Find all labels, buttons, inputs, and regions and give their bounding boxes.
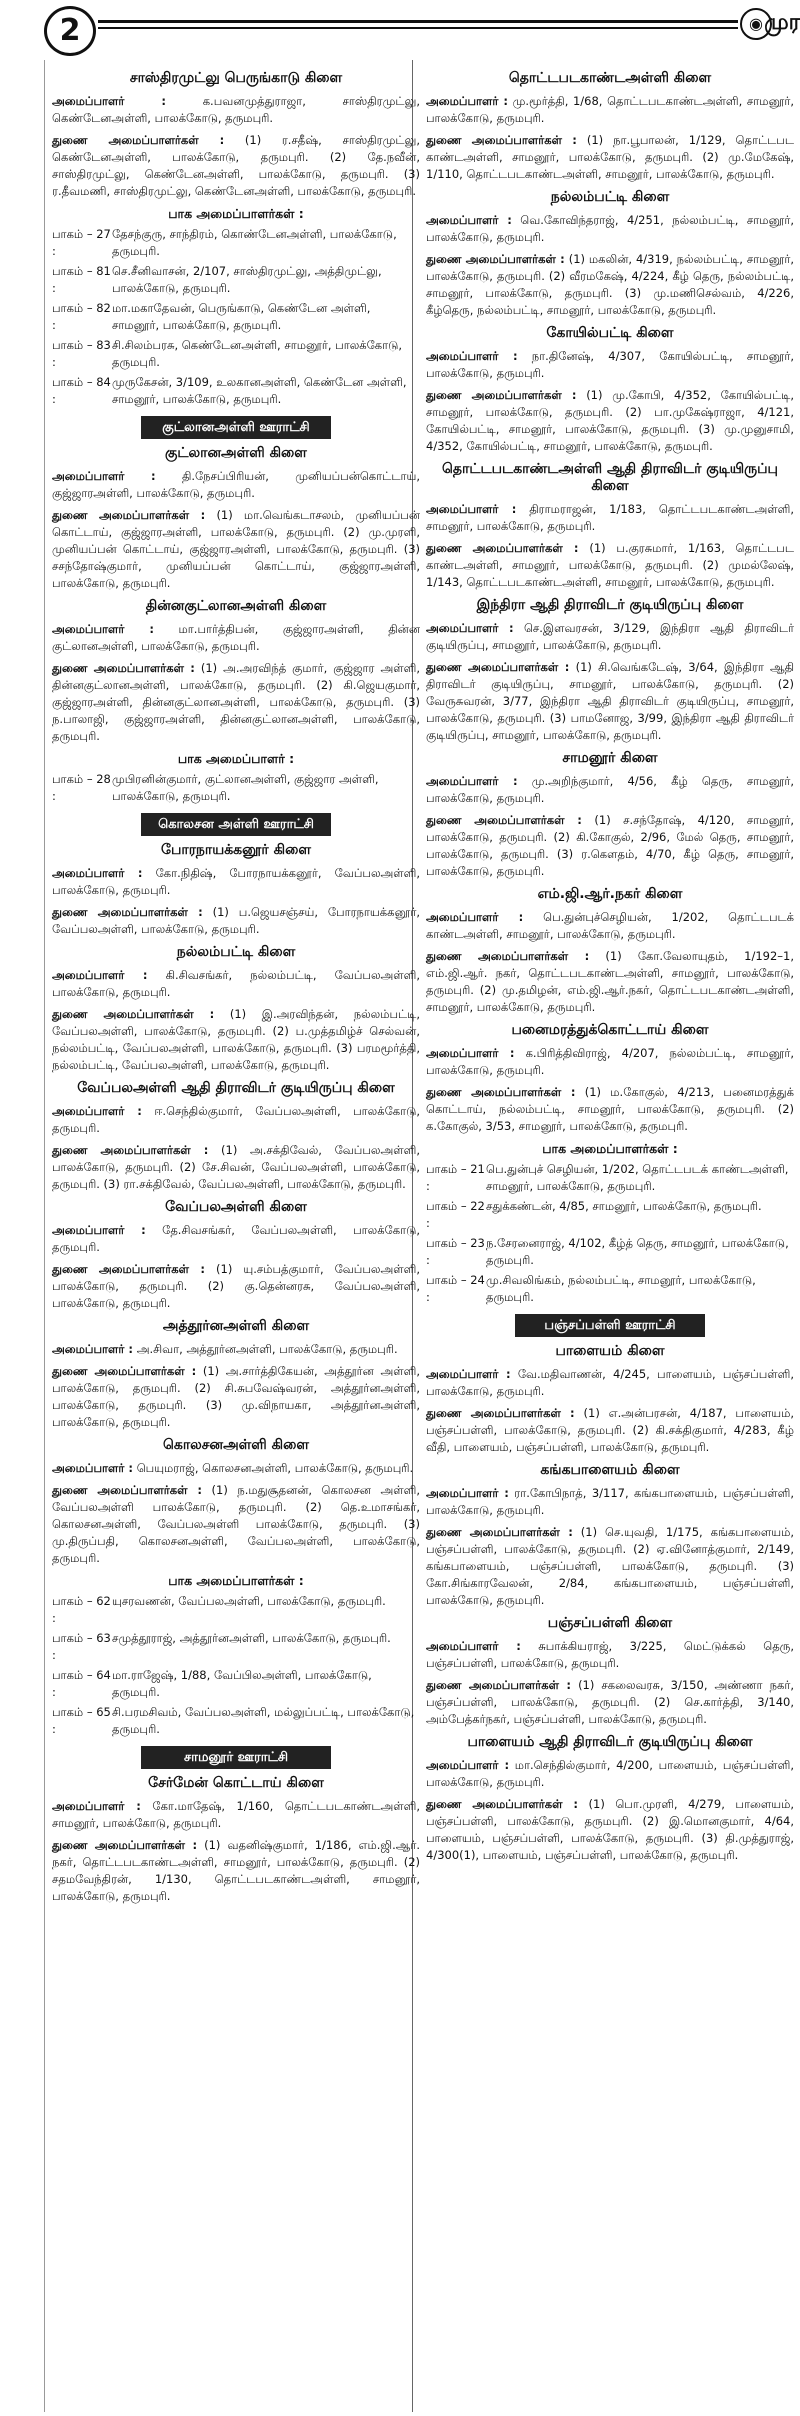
- booth-entry: [52, 771, 420, 805]
- role-label: துணை அமைப்பாளர்கள் :: [52, 661, 195, 675]
- office-bearer-entry: [52, 660, 420, 745]
- entry-text: க.பவனமுத்துராஜா, சாஸ்திரமுட்லு, கெண்டேனஅள்ளி, பாலக்கோடு, தருமபுரி.: [52, 94, 421, 125]
- booth-number: பாகம் – 28 :: [52, 772, 111, 803]
- entry-text: (1) அ.சக்திவேல், வேப்பலஅள்ளி, பாலக்கோடு, தருமபுரி. (2) சே.சிவன், வேப்பலஅள்ளி, பாலக்கோடு, தருமபுரி. (3) ரா.சக்திவேல், வேப்பலஅள்ளி, பாலக்கோடு, தருமபுரி.: [52, 1143, 420, 1191]
- branch-heading: வேப்பலஅள்ளி ஆதி திராவிடர் குடியிருப்பு கிளை: [77, 1080, 395, 1096]
- booth-entry: [52, 263, 420, 297]
- booth-person: முபிரனின்குமார், குட்லானஅள்ளி, குஜ்ஜார அள்ளி, பாலக்கோடு, தருமபுரி.: [112, 772, 379, 803]
- office-bearer-entry: [426, 1084, 794, 1135]
- panchayat-banner: குட்லானஅள்ளி ஊராட்சி: [141, 416, 331, 439]
- office-bearer-entry: [426, 387, 794, 455]
- booth-person: சி.பரமசிவம், வேப்பலஅள்ளி, மல்லுப்பட்டி, பாலக்கோடு, தருமபுரி.: [112, 1705, 415, 1736]
- office-bearer-entry: [52, 1142, 420, 1193]
- branch-heading: போரநாயக்கனூர் கிளை: [161, 842, 311, 858]
- role-label: அமைப்பாளர் :: [426, 349, 518, 363]
- entry-text: (1) செ.யுவதி, 1/175, கங்கபாளையம், பஞ்சப்பள்ளி, பாலக்கோடு, தருமபுரி. (2) ஏ.வினோத்குமார், 2/149, கங்கபாளையம், பஞ்சப்பள்ளி, பாலக்கோடு, தருமபுரி. (3) கோ.சிங்காரவேலன், 2/84, கங்கபாளையம், பஞ்சப்பள்ளி, பாலக்கோடு, தருமபுரி.: [426, 1525, 794, 1607]
- entry-text: நா.தினேஷ், 4/307, கோயில்பட்டி, சாமனூர், பாலக்கோடு, தருமபுரி.: [426, 349, 795, 380]
- branch-heading: பாளையம் கிளை: [555, 1343, 665, 1359]
- section-subheading: பாக அமைப்பாளர்கள் :: [168, 1573, 304, 1588]
- booth-person: மா.மகாதேவன், பெருங்காடு, கெண்டேன அள்ளி, சாமனூர், பாலக்கோடு, தருமபுரி.: [112, 301, 371, 332]
- office-bearer-entry: [426, 1638, 794, 1672]
- branch-heading: சாமனூர் கிளை: [562, 750, 658, 766]
- office-bearer-entry: [52, 1341, 420, 1358]
- office-bearer-entry: [52, 1222, 420, 1256]
- entry-text: சுபாக்கியராஜ், 3/225, மெட்டுக்கல் தெரு, பஞ்சப்பள்ளி, பாலக்கோடு, தருமபுரி.: [426, 1639, 794, 1670]
- booth-entry: [52, 1593, 420, 1627]
- role-label: துணை அமைப்பாளர்கள் :: [52, 905, 203, 919]
- section-subheading: பாக அமைப்பாளர் :: [177, 751, 295, 766]
- role-label: துணை அமைப்பாளர்கள் :: [52, 1838, 198, 1852]
- entry-text: (1) எ.அன்பரசன், 4/187, பாளையம், பஞ்சப்பள்ளி, பாலக்கோடு, தருமபுரி. (2) கி.சக்திகுமார், 4/283, கீழ் வீதி, பாளையம், பஞ்சப்பள்ளி, பாலக்கோடு, தருமபுரி.: [426, 1406, 794, 1454]
- role-label: துணை அமைப்பாளர்கள் :: [52, 133, 225, 147]
- booth-number: பாகம் – 64 :: [52, 1668, 111, 1699]
- booth-entry: [426, 1198, 794, 1232]
- branch-heading: எம்.ஜி.ஆர்.நகர் கிளை: [537, 886, 683, 902]
- booth-entry: [52, 1630, 420, 1664]
- entry-text: (1) மகலின், 4/319, நல்லம்பட்டி, சாமனூர், பாலக்கோடு, தருமபுரி. (2) வீரமகேஷ், 4/224, கீழ் தெரு, நல்லம்பட்டி, சாமனூர், பாலக்கோடு, தருமபுரி. (3) மு.மணிசெல்வம், 4/226, கீழ்தெரு, நல்லம்பட்டி, சாமனூர், பாலக்கோடு, தருமபுரி.: [426, 252, 794, 317]
- booth-entry: [52, 1667, 420, 1701]
- office-bearer-entry: [426, 1045, 794, 1079]
- booth-person: செ.சீனிவாசன், 2/107, சாஸ்திரமுட்லு, அத்திமுட்லு, பாலக்கோடு, தருமபுரி.: [112, 264, 382, 295]
- booth-entry: [52, 374, 420, 408]
- role-label: அமைப்பாளர் :: [426, 1758, 510, 1772]
- left-column: [52, 64, 420, 1910]
- entry-text: மு.மூர்த்தி, 1/68, தொட்டபடகாண்டஅள்ளி, சாமனூர், பாலக்கோடு, தருமபுரி.: [426, 94, 794, 125]
- role-label: துணை அமைப்பாளர்கள் :: [426, 813, 582, 827]
- branch-heading: சாஸ்திரமுட்லு பெருங்காடு கிளை: [129, 70, 343, 86]
- entry-text: செ.இளவரசன், 3/129, இந்திரா ஆதி திராவிடர் குடியிருப்பு, சாமனூர், பாலக்கோடு, தருமபுரி.: [426, 621, 795, 652]
- entry-text: க.பிரித்திவிராஜ், 4/207, நல்லம்பட்டி, சாமனூர், பாலக்கோடு, தருமபுரி.: [426, 1046, 794, 1077]
- role-label: அமைப்பாளர் :: [52, 1104, 142, 1118]
- branch-heading: சேர்மேன் கொட்டாய் கிளை: [148, 1775, 324, 1791]
- office-bearer-entry: [52, 1006, 420, 1074]
- booth-person: ந.சேரனைராஜ், 4/102, கீழ்த் தெரு, சாமனூர், பாலக்கோடு, தருமபுரி.: [486, 1236, 789, 1267]
- office-bearer-entry: [426, 812, 794, 880]
- booth-number: பாகம் – 24 :: [426, 1273, 485, 1304]
- booth-number: பாகம் – 62 :: [52, 1594, 111, 1625]
- office-bearer-entry: [426, 1677, 794, 1728]
- branch-heading: தின்னகுட்லானஅள்ளி கிளை: [145, 598, 327, 614]
- role-label: அமைப்பாளர் :: [52, 1799, 141, 1813]
- panchayat-banner: பஞ்சப்பள்ளி ஊராட்சி: [515, 1314, 705, 1337]
- entry-text: வெ.கோவிந்தராஜ், 4/251, நல்லம்பட்டி, சாமனூர், பாலக்கோடு, தருமபுரி.: [426, 213, 795, 244]
- role-label: துணை அமைப்பாளர்கள் :: [426, 1525, 573, 1539]
- booth-person: மா.ராஜேஷ், 1/88, வேப்பிலஅள்ளி, பாலக்கோடு, தருமபுரி.: [112, 1668, 372, 1699]
- role-label: அமைப்பாளர் :: [426, 1367, 511, 1381]
- booth-number: பாகம் – 63 :: [52, 1631, 111, 1662]
- role-label: அமைப்பாளர் :: [52, 968, 148, 982]
- branch-heading: தொட்டபடகாண்டஅள்ளி கிளை: [508, 70, 712, 86]
- entry-text: (1) பொ.முரளி, 4/279, பாளையம், பஞ்சப்பள்ளி, பாலக்கோடு, தருமபுரி. (2) இ.மொனகுமார், 4/64, பாளையம், பஞ்சப்பள்ளி, பாலக்கோடு, தருமபுரி. (3) தி.முத்துராஜ், 4/300(1), பாளையம், பஞ்சப்பள்ளி, பாலக்கோடு, தருமபுரி.: [426, 1797, 795, 1862]
- section-subheading: பாக அமைப்பாளர்கள் :: [542, 1141, 678, 1156]
- office-bearer-entry: [52, 1103, 420, 1137]
- entry-text: (1) ப.ஜெயசஞ்சய், போரநாயக்கனூர், வேப்பலஅள்ளி, பாலக்கோடு, தருமபுரி.: [52, 905, 420, 936]
- booth-number: பாகம் – 27 :: [52, 227, 111, 258]
- office-bearer-entry: [426, 1524, 794, 1609]
- office-bearer-entry: [426, 773, 794, 807]
- booth-number: பாகம் – 83 :: [52, 338, 111, 369]
- entry-text: பெ.துன்புச்செழியன், 1/202, தொட்டபடக் காண்டஅள்ளி, சாமனூர், பாலக்கோடு, தருமபுரி.: [426, 910, 795, 941]
- office-bearer-entry: [52, 865, 420, 899]
- role-label: துணை அமைப்பாளர்கள் :: [52, 1143, 209, 1157]
- branch-heading: வேப்பலஅள்ளி கிளை: [165, 1199, 307, 1215]
- office-bearer-entry: [52, 1460, 420, 1477]
- entry-text: (1) ர.சதீஷ், சாஸ்திரமுட்லு, கெண்டேனஅள்ளி, பாலக்கோடு, தருமபுரி. (2) தே.நவீன், சாஸ்திரமுட்லு, கெண்டேனஅள்ளி, பாலக்கோடு, தருமபுரி. (3) ர.தீவமணி, சாஸ்திரமுட்லு, கெண்டேனஅள்ளி, பாலக்கோடு, தருமபுரி.: [52, 133, 420, 198]
- role-label: துணை அமைப்பாளர்கள் :: [52, 1262, 205, 1276]
- branch-heading: பாளையம் ஆதி திராவிடர் குடியிருப்பு கிளை: [467, 1734, 753, 1750]
- entry-text: ஈ.செந்தில்குமார், வேப்பலஅள்ளி, பாலக்கோடு, தருமபுரி.: [52, 1104, 421, 1135]
- office-bearer-entry: [426, 132, 794, 183]
- role-label: அமைப்பாளர் :: [426, 94, 508, 108]
- role-label: துணை அமைப்பாளர்கள் :: [426, 1406, 575, 1420]
- role-label: அமைப்பாளர் :: [52, 1223, 146, 1237]
- role-label: அமைப்பாளர் :: [52, 469, 156, 483]
- entry-text: (1) வதனிஷ்குமார், 1/186, எம்.ஜி.ஆர். நகர், தொட்டபடகாண்டஅள்ளி, சாமனூர், பாலக்கோடு, தருமபுரி. (2) சதமவேந்திரன், 1/130, தொட்டபடகாண்டஅள்ளி, சாமனூர், பாலக்கோடு, தருமபுரி.: [52, 1838, 420, 1903]
- office-bearer-entry: [52, 621, 420, 655]
- right-column: [426, 64, 794, 1869]
- booth-number: பாகம் – 81 :: [52, 264, 111, 295]
- office-bearer-entry: [426, 1485, 794, 1519]
- branch-heading: பஞ்சப்பள்ளி கிளை: [547, 1615, 673, 1631]
- entry-text: வே.மதிவாணன், 4/245, பாளையம், பஞ்சப்பள்ளி, பாலக்கோடு, தருமபுரி.: [426, 1367, 795, 1398]
- booth-person: பெ.துன்புச் செழியன், 1/202, தொட்டபடக் காண்டஅள்ளி, சாமனூர், பாலக்கோடு, தருமபுரி.: [486, 1162, 789, 1193]
- branch-heading: நல்லம்பட்டி கிளை: [176, 944, 296, 960]
- role-label: துணை அமைப்பாளர்கள் :: [426, 388, 577, 402]
- booth-entry: [426, 1272, 794, 1306]
- entry-text: மு.அறிந்குமார், 4/56, கீழ் தெரு, சாமனூர், பாலக்கோடு, தருமபுரி.: [426, 774, 795, 805]
- booth-number: பாகம் – 82 :: [52, 301, 111, 332]
- office-bearer-entry: [426, 909, 794, 943]
- role-label: அமைப்பாளர் :: [52, 94, 167, 108]
- entry-text: (1) சி.வெங்கடேஷ், 3/64, இந்திரா ஆதி திராவிடர் குடியிருப்பு, சாமனூர், பாலக்கோடு, தருமபுரி. (2) வேருசுவரன், 3/77, இந்திரா ஆதி திராவிடர் குடியிருப்பு, சாமனூர், பாலக்கோடு, தருமபுரி. (3) பாமனோஜ, 3/99, இந்திரா ஆதி திராவிடர் குடியிருப்பு, சாமனூர், பாலக்கோடு, தருமபுரி.: [426, 660, 795, 742]
- booth-person: சதுக்கண்டன், 4/85, சாமனூர், பாலக்கோடு, தருமபுரி.: [486, 1199, 762, 1213]
- role-label: அமைப்பாளர் :: [426, 774, 518, 788]
- role-label: துணை அமைப்பாளர்கள் :: [52, 1364, 197, 1378]
- entry-text: பெயுமராஜ், கொலசனஅள்ளி, பாலக்கோடு, தருமபுரி.: [136, 1461, 414, 1475]
- booth-entry: [426, 1235, 794, 1269]
- office-bearer-entry: [426, 1366, 794, 1400]
- role-label: அமைப்பாளர் :: [52, 1342, 134, 1356]
- office-bearer-entry: [426, 1757, 794, 1791]
- office-bearer-entry: [52, 1482, 420, 1567]
- booth-person: முருகேசன், 3/109, உலகானஅள்ளி, கெண்டேன அள்ளி, சாமனூர், பாலக்கோடு, தருமபுரி.: [112, 375, 407, 406]
- booth-entry: [52, 300, 420, 334]
- role-label: துணை அமைப்பாளர்கள் :: [426, 541, 579, 555]
- booth-number: பாகம் – 65 :: [52, 1705, 111, 1736]
- branch-heading: அத்தூர்னஅள்ளி கிளை: [162, 1318, 310, 1334]
- entry-text: (1) யு.சம்பத்குமார், வேப்பலஅள்ளி, பாலக்கோடு, தருமபுரி. (2) கு.தென்னரசு, வேப்பலஅள்ளி, பாலக்கோடு, தருமபுரி.: [52, 1262, 420, 1310]
- role-label: துணை அமைப்பாளர்கள் :: [52, 508, 206, 522]
- role-label: துணை அமைப்பாளர்கள் :: [426, 133, 577, 147]
- role-label: அமைப்பாளர் :: [426, 1639, 521, 1653]
- header-rule-thin: [98, 27, 738, 29]
- office-bearer-entry: [426, 1796, 794, 1864]
- entry-text: (1) சகலைவரசு, 3/150, அண்ணா நகர், பஞ்சப்பள்ளி, பாலக்கோடு, தருமபுரி. (2) செ.கார்த்தி, 3/140, அம்பேத்கர்நகர், பஞ்சப்பள்ளி, பாலக்கோடு, தருமபுரி.: [426, 1678, 794, 1726]
- branch-heading: இந்திரா ஆதி திராவிடர் குடியிருப்பு கிளை: [476, 597, 744, 613]
- entry-text: அ.சிவா, அத்தூர்னஅள்ளி, பாலக்கோடு, தருமபுரி.: [136, 1342, 398, 1356]
- booth-entry: [426, 1161, 794, 1195]
- role-label: துணை அமைப்பாளர்கள் :: [426, 1085, 576, 1099]
- branch-heading: கோயில்பட்டி கிளை: [546, 325, 674, 341]
- entry-text: (1) மு.கோபி, 4/352, கோயில்பட்டி, சாமனூர், பாலக்கோடு, தருமபுரி. (2) பா.முகேஷ்ராஜா, 4/121, கோயில்பட்டி, சாமனூர், பாலக்கோடு, தருமபுரி. (3) மு.முனுசாமி, 4/352, கோயில்பட்டி, சாமனூர், பாலக்கோடு, தருமபுரி.: [426, 388, 794, 453]
- section-subheading: பாக அமைப்பாளர்கள் :: [168, 206, 304, 221]
- booth-entry: [52, 226, 420, 260]
- entry-text: (1) அ.சார்த்திகேயன், அத்தூர்ன அள்ளி, பாலக்கோடு, தருமபுரி. (2) சி.சுபவேஷ்வரன், அத்தூர்னஅள்ளி, பாலக்கோடு, தருமபுரி. (3) மு.விநாயகா, அத்தூர்னஅள்ளி, பாலக்கோடு, தருமபுரி.: [52, 1364, 420, 1429]
- office-bearer-entry: [426, 93, 794, 127]
- role-label: அமைப்பாளர் :: [426, 1486, 509, 1500]
- role-label: அமைப்பாளர் :: [426, 910, 524, 924]
- role-label: துணை அமைப்பாளர்கள் :: [52, 1007, 215, 1021]
- branch-heading: பனைமரத்துக்கொட்டாய் கிளை: [511, 1022, 709, 1038]
- office-bearer-entry: [52, 1261, 420, 1312]
- role-label: துணை அமைப்பாளர்கள் :: [426, 1797, 578, 1811]
- office-bearer-entry: [426, 540, 794, 591]
- panchayat-banner: கொலசன அள்ளி ஊராட்சி: [141, 813, 331, 836]
- role-label: அமைப்பாளர் :: [426, 213, 512, 227]
- branch-heading: குட்லானஅள்ளி கிளை: [165, 445, 307, 461]
- office-bearer-entry: [426, 212, 794, 246]
- branch-heading: கொலசனஅள்ளி கிளை: [162, 1437, 309, 1453]
- office-bearer-entry: [52, 1798, 420, 1832]
- entry-text: (1) இ.அரவிந்தன், நல்லம்பட்டி, வேப்பலஅள்ளி, பாலக்கோடு, தருமபுரி. (2) ப.முத்தமிழ்ச் செல்வன், நல்லம்பட்டி, வேப்பலஅள்ளி, பாலக்கோடு, தருமபுரி. (3) பரமமூர்த்தி, நல்லம்பட்டி, வேப்பலஅள்ளி, பாலக்கோடு, தருமபுரி.: [52, 1007, 420, 1072]
- office-bearer-entry: [52, 132, 420, 200]
- entry-text: (1) ம.கோகுல், 4/213, பனைமரத்துக் கொட்டாய், நல்லம்பட்டி, சாமனூர், பாலக்கோடு, தருமபுரி. (2) க.கோகுல், 3/53, சாமனூர், பாலக்கோடு, தருமபுரி.: [426, 1085, 794, 1133]
- office-bearer-entry: [52, 507, 420, 592]
- panchayat-banner: சாமனூர் ஊராட்சி: [141, 1746, 331, 1769]
- office-bearer-entry: [52, 1363, 420, 1431]
- entry-text: தி.நேசப்பிரியன், முனியப்பன்கொட்டாய், குஜ்ஜாரஅள்ளி, பாலக்கோடு, தருமபுரி.: [52, 469, 420, 500]
- booth-number: பாகம் – 22 :: [426, 1199, 485, 1230]
- entry-text: (1) ப.குரசுமார், 1/163, தொட்டபட காண்டஅள்ளி, சாமனூர், பாலக்கோடு, தருமபுரி. (2) முமல்லேஷ், 1/143, தொட்டபடகாண்டஅள்ளி, சாமனூர், பாலக்கோடு, தருமபுரி.: [426, 541, 794, 589]
- role-label: துணை அமைப்பாளர்கள் :: [52, 1483, 202, 1497]
- entry-text: கி.சிவசங்கர், நல்லம்பட்டி, வேப்பலஅள்ளி, பாலக்கோடு, தருமபுரி.: [52, 968, 421, 999]
- header-rule: [98, 20, 738, 23]
- office-bearer-entry: [52, 93, 420, 127]
- role-label: அமைப்பாளர் :: [52, 1461, 134, 1475]
- office-bearer-entry: [426, 501, 794, 535]
- booth-number: பாகம் – 84 :: [52, 375, 111, 406]
- office-bearer-entry: [426, 1405, 794, 1456]
- role-label: துணை அமைப்பாளர்கள் :: [426, 1678, 572, 1692]
- entry-text: (1) நா.பூபாலன், 1/129, தொட்டபட காண்டஅள்ளி, சாமனூர், பாலக்கோடு, தருமபுரி. (2) மு.மேகேஷ், 1/110, தொட்டபடகாண்டஅள்ளி, சாமனூர், பாலக்கோடு, தருமபுரி.: [426, 133, 794, 181]
- office-bearer-entry: [52, 967, 420, 1001]
- role-label: அமைப்பாளர் :: [426, 1046, 515, 1060]
- office-bearer-entry: [52, 1837, 420, 1905]
- role-label: அமைப்பாளர் :: [426, 502, 517, 516]
- booth-person: யுசரவணன், வேப்பலஅள்ளி, பாலக்கோடு, தருமபுரி.: [112, 1594, 386, 1608]
- entry-text: தே.சிவசங்கர், வேப்பலஅள்ளி, பாலக்கோடு, தருமபுரி.: [52, 1223, 420, 1254]
- entry-text: (1) அ.அரவிந்த் குமார், குஜ்ஜார அள்ளி, தின்னகுட்லானஅள்ளி, பாலக்கோடு, தருமபுரி. (2) கி.ஜெயகுமார், குஜ்ஜாரஅள்ளி, தின்னகுட்லானஅள்ளி, பாலக்கோடு, தருமபுரி. (3) ந.பாலாஜி, குஜ்ஜாரஅள்ளி, தின்னகுட்லானஅள்ளி, பாலக்கோடு, தருமபுரி.: [52, 661, 420, 743]
- page-header: [0, 0, 800, 50]
- entry-text: மா.செந்தில்குமார், 4/200, பாளையம், பஞ்சப்பள்ளி, பாலக்கோடு, தருமபுரி.: [426, 1758, 794, 1789]
- entry-text: கோ.நிதிஷ், போரநாயக்கனூர், வேப்பலஅள்ளி, பாலக்கோடு, தருமபுரி.: [52, 866, 421, 897]
- entry-text: (1) மா.வெங்கடாசலம், முனியப்பன் கொட்டாய், குஜ்ஜாரஅள்ளி, பாலக்கோடு, தருமபுரி. (2) மு.முரளி, முனியப்பன் கொட்டாய், குஜ்ஜாரஅள்ளி, பாலக்கோடு, தருமபுரி. (3) சசந்தோஷ்குமார், முனியப்பன் கொட்டாய், குஜ்ஜாரஅள்ளி, பாலக்கோடு, தருமபுரி.: [52, 508, 420, 590]
- booth-entry: [52, 337, 420, 371]
- role-label: துணை அமைப்பாளர்கள் :: [426, 949, 590, 963]
- office-bearer-entry: [52, 468, 420, 502]
- branch-heading: தொட்டபடகாண்டஅள்ளி ஆதி திராவிடர் குடியிருப்பு கிளை: [442, 461, 778, 494]
- branch-heading: நல்லம்பட்டி கிளை: [550, 189, 670, 205]
- role-label: துணை அமைப்பாளர்கள் :: [426, 660, 570, 674]
- booth-number: பாகம் – 21 :: [426, 1162, 485, 1193]
- booth-person: மு.சிவலிங்கம், நல்லம்பட்டி, சாமனூர், பாலக்கோடு, தருமபுரி.: [486, 1273, 756, 1304]
- role-label: அமைப்பாளர் :: [52, 622, 154, 636]
- branch-heading: கங்கபாளையம் கிளை: [540, 1462, 680, 1478]
- entry-text: (1) ந.மதுசூதனன், கொலசன அள்ளி, வேப்பலஅள்ளி பாலக்கோடு, தருமபுரி. (2) தெ.உமாசங்கர், கொலசனஅள்ளி, வேப்பலஅள்ளி பாலக்கோடு, தருமபுரி. (3) மு.திருப்பதி, கொலசனஅள்ளி, வேப்பலஅள்ளி, பாலக்கோடு, தருமபுரி.: [52, 1483, 420, 1565]
- office-bearer-entry: [52, 904, 420, 938]
- left-border: [44, 60, 45, 2412]
- entry-text: (1) ச.சந்தோஷ், 4/120, சாமனூர், பாலக்கோடு, தருமபுரி. (2) கி.கோகுல், 2/96, மேல் தெரு, சாமனூர், பாலக்கோடு, தருமபுரி. (3) ர.கௌதம், 4/70, கீழ் தெரு, சாமனூர், பாலக்கோடு, தருமபுரி.: [426, 813, 795, 878]
- role-label: அமைப்பாளர் :: [426, 621, 514, 635]
- office-bearer-entry: [426, 251, 794, 319]
- elephant-logo-icon: ◉: [740, 8, 772, 40]
- booth-number: பாகம் – 23 :: [426, 1236, 485, 1267]
- office-bearer-entry: [426, 348, 794, 382]
- entry-text: (1) கோ.வேலாயுதம், 1/192–1, எம்.ஜி.ஆர். நகர், தொட்டபடகாண்டஅள்ளி, சாமனூர், பாலக்கோடு, தருமபுரி. (2) மு.தமிழன், எம்.ஜி.ஆர்.நகர், தொட்டபடகாண்டஅள்ளி, சாமனூர், பாலக்கோடு, தருமபுரி.: [426, 949, 794, 1014]
- entry-text: கோ.மாதேஷ், 1/160, தொட்டபடகாண்டஅள்ளி, சாமனூர், பாலக்கோடு, தருமபுரி.: [52, 1799, 420, 1830]
- booth-entry: [52, 1704, 420, 1738]
- role-label: அமைப்பாளர் :: [52, 866, 143, 880]
- office-bearer-entry: [426, 659, 794, 744]
- booth-person: சமுத்தூராஜ், அத்தூர்னஅள்ளி, பாலக்கோடு, தருமபுரி.: [112, 1631, 391, 1645]
- page-number: 2: [44, 6, 96, 56]
- entry-text: மா.பார்த்திபன், குஜ்ஜாரஅள்ளி, தின்ன குட்லானஅள்ளி, பாலக்கோடு, தருமபுரி.: [52, 622, 420, 653]
- office-bearer-entry: [426, 948, 794, 1016]
- entry-text: ரா.கோபிநாத், 3/117, கங்கபாளையம், பஞ்சப்பள்ளி, பாலக்கோடு, தருமபுரி.: [426, 1486, 795, 1517]
- role-label: துணை அமைப்பாளர்கள் :: [426, 252, 565, 266]
- office-bearer-entry: [426, 620, 794, 654]
- entry-text: திராமராஜன், 1/183, தொட்டபடகாண்டஅள்ளி, சாமனூர், பாலக்கோடு, தருமபுரி.: [426, 502, 795, 533]
- booth-person: தேசந்குரு, சாந்திரம், கொண்டேனஅள்ளி, பாலக்கோடு, தருமபுரி.: [112, 227, 397, 258]
- booth-person: சி.சிலம்பரசு, கெண்டேனஅள்ளி, சாமனூர், பாலக்கோடு, தருமபுரி.: [112, 338, 403, 369]
- masthead-text: முர: [764, 10, 800, 35]
